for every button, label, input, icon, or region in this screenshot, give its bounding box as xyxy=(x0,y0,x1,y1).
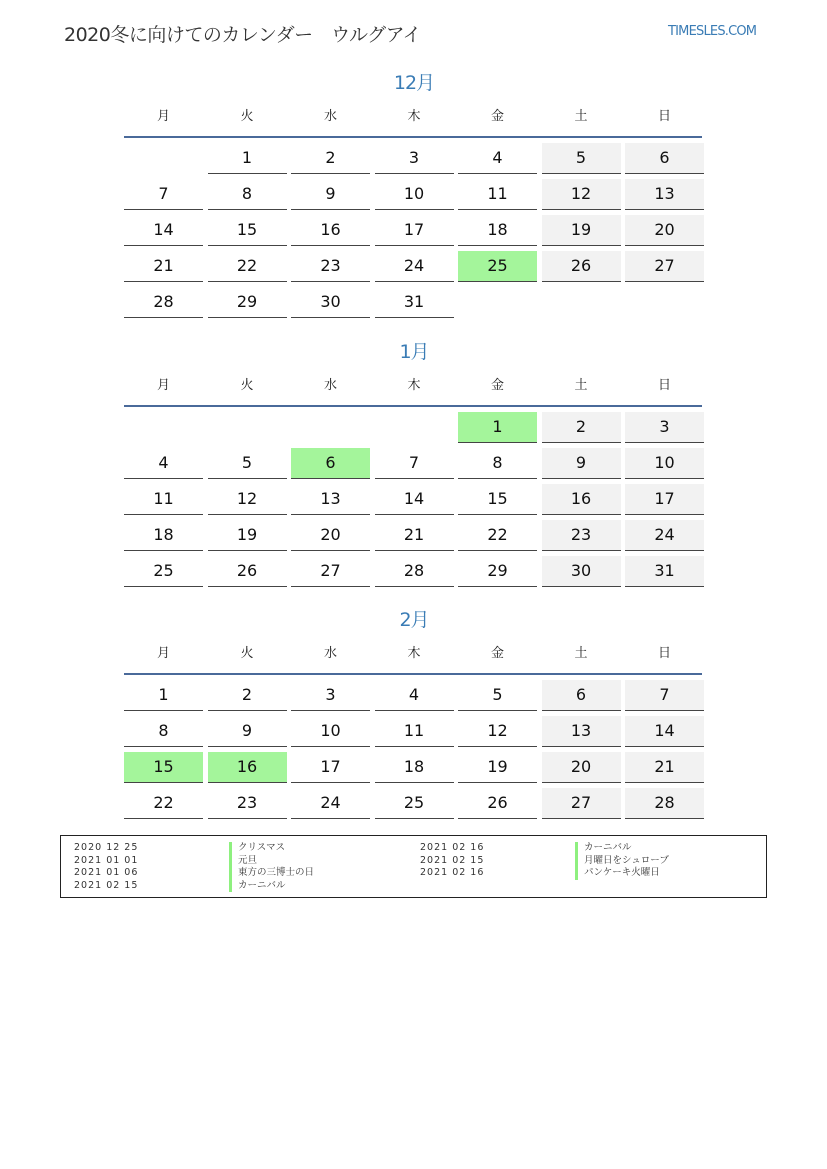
day-cell[interactable]: 13 xyxy=(542,716,621,747)
legend-item xyxy=(74,867,314,880)
weekday-label: 月 xyxy=(156,646,170,661)
weekday-header xyxy=(124,106,704,128)
day-cell[interactable]: 28 xyxy=(124,287,203,318)
day-cell[interactable]: 28 xyxy=(625,788,704,819)
day-cell[interactable]: 1 xyxy=(124,680,203,711)
day-cell[interactable]: 5 xyxy=(208,448,287,479)
day-cell[interactable]: 18 xyxy=(458,215,537,246)
day-cell[interactable]: 6 xyxy=(542,680,621,711)
day-cell[interactable]: 17 xyxy=(625,484,704,515)
week-row xyxy=(124,251,704,282)
holiday-cell[interactable]: 6 xyxy=(291,448,370,479)
holiday-cell[interactable]: 15 xyxy=(124,752,203,783)
weekday-label: 水 xyxy=(323,109,337,124)
day-cell[interactable]: 8 xyxy=(458,448,537,479)
week-row xyxy=(124,680,704,711)
day-cell[interactable]: 29 xyxy=(458,556,537,587)
weekday-label: 金 xyxy=(490,646,504,661)
weekday-label: 土 xyxy=(574,109,588,124)
weekday-label: 火 xyxy=(240,646,254,661)
empty-cell xyxy=(542,287,621,318)
day-cell[interactable]: 23 xyxy=(542,520,621,551)
day-cell[interactable]: 7 xyxy=(375,448,454,479)
day-cell[interactable]: 14 xyxy=(375,484,454,515)
day-cell[interactable]: 4 xyxy=(458,143,537,174)
day-cell[interactable]: 10 xyxy=(625,448,704,479)
empty-cell xyxy=(124,412,203,443)
legend-date: 2021 02 15 xyxy=(74,879,139,891)
holiday-cell[interactable]: 1 xyxy=(458,412,537,443)
week-row xyxy=(124,215,704,246)
day-cell[interactable]: 26 xyxy=(458,788,537,819)
day-cell[interactable]: 9 xyxy=(542,448,621,479)
day-cell[interactable]: 18 xyxy=(124,520,203,551)
page-title: 2020冬に向けてのカレンダー ウルグアイ xyxy=(64,24,421,46)
legend-date: 2021 01 06 xyxy=(74,867,139,878)
day-cell[interactable]: 19 xyxy=(542,215,621,246)
weekday-label: 金 xyxy=(490,378,504,393)
day-cell[interactable]: 3 xyxy=(291,680,370,711)
month-calendar xyxy=(124,339,704,592)
weekday-label: 月 xyxy=(156,109,170,124)
day-cell[interactable]: 7 xyxy=(625,680,704,711)
day-cell[interactable]: 21 xyxy=(124,251,203,282)
day-cell[interactable]: 3 xyxy=(375,143,454,174)
legend-date: 2020 12 25 xyxy=(74,842,139,853)
day-cell[interactable]: 22 xyxy=(124,788,203,819)
day-cell[interactable]: 27 xyxy=(625,251,704,282)
day-cell[interactable]: 17 xyxy=(375,215,454,246)
day-cell[interactable]: 2 xyxy=(291,143,370,174)
day-cell[interactable]: 23 xyxy=(208,788,287,819)
weekday-label: 水 xyxy=(323,646,337,661)
day-cell[interactable]: 31 xyxy=(375,287,454,318)
day-cell[interactable]: 21 xyxy=(375,520,454,551)
day-cell[interactable]: 22 xyxy=(458,520,537,551)
weekday-label: 金 xyxy=(490,109,504,124)
day-cell[interactable]: 12 xyxy=(208,484,287,515)
day-cell[interactable]: 16 xyxy=(542,484,621,515)
legend-holiday-name: 元旦 xyxy=(229,855,257,868)
empty-cell xyxy=(291,412,370,443)
week-row xyxy=(124,287,704,318)
legend-holiday-name: パンケーキ火曜日 xyxy=(575,867,660,880)
weekday-label: 日 xyxy=(657,646,671,661)
day-cell[interactable]: 14 xyxy=(625,716,704,747)
day-cell[interactable]: 5 xyxy=(542,143,621,174)
weekday-label: 土 xyxy=(574,646,588,661)
day-cell[interactable]: 12 xyxy=(458,716,537,747)
holiday-cell[interactable]: 25 xyxy=(458,251,537,282)
day-cell[interactable]: 5 xyxy=(458,680,537,711)
legend-item xyxy=(420,867,669,880)
day-cell[interactable]: 20 xyxy=(542,752,621,783)
week-row xyxy=(124,556,704,587)
day-cell[interactable]: 20 xyxy=(625,215,704,246)
day-cell[interactable]: 4 xyxy=(375,680,454,711)
weekday-label: 火 xyxy=(240,378,254,393)
site-logo[interactable]: TIMESLES.COM xyxy=(668,24,757,39)
legend-item xyxy=(74,842,314,855)
day-cell[interactable]: 27 xyxy=(291,556,370,587)
weekday-header xyxy=(124,643,704,665)
day-cell[interactable]: 10 xyxy=(291,716,370,747)
empty-cell xyxy=(208,412,287,443)
day-cell[interactable]: 2 xyxy=(208,680,287,711)
day-cell[interactable]: 29 xyxy=(208,287,287,318)
day-cell[interactable]: 15 xyxy=(458,484,537,515)
day-cell[interactable]: 13 xyxy=(625,179,704,210)
legend-column-left xyxy=(74,842,314,892)
month-title: 12月 xyxy=(393,72,435,94)
week-row xyxy=(124,716,704,747)
week-row xyxy=(124,520,704,551)
legend-date: 2021 02 16 xyxy=(420,867,485,878)
header-divider xyxy=(124,405,702,407)
day-cell[interactable]: 13 xyxy=(291,484,370,515)
holiday-cell[interactable]: 16 xyxy=(208,752,287,783)
day-cell[interactable]: 4 xyxy=(124,448,203,479)
day-cell[interactable]: 10 xyxy=(375,179,454,210)
week-row xyxy=(124,788,704,819)
weekday-label: 木 xyxy=(407,378,421,393)
header-divider xyxy=(124,673,702,675)
weekday-label: 木 xyxy=(407,646,421,661)
weekday-label: 月 xyxy=(156,378,170,393)
legend-item xyxy=(420,842,669,855)
legend-date: 2021 01 01 xyxy=(74,854,139,866)
legend-holiday-name: 東方の三博士の日 xyxy=(229,867,314,880)
weekday-header xyxy=(124,375,704,397)
legend-item xyxy=(74,880,314,893)
week-row xyxy=(124,484,704,515)
day-cell[interactable]: 8 xyxy=(124,716,203,747)
empty-cell xyxy=(124,143,203,174)
day-cell[interactable]: 6 xyxy=(625,143,704,174)
day-cell[interactable]: 30 xyxy=(291,287,370,318)
day-cell[interactable]: 24 xyxy=(375,251,454,282)
day-cell[interactable]: 11 xyxy=(375,716,454,747)
day-cell[interactable]: 11 xyxy=(458,179,537,210)
weekday-label: 日 xyxy=(657,378,671,393)
day-cell[interactable]: 18 xyxy=(375,752,454,783)
day-cell[interactable]: 16 xyxy=(291,215,370,246)
weekday-label: 土 xyxy=(574,378,588,393)
day-cell[interactable]: 24 xyxy=(291,788,370,819)
day-cell[interactable]: 1 xyxy=(208,143,287,174)
day-cell[interactable]: 19 xyxy=(208,520,287,551)
week-row xyxy=(124,752,704,783)
day-cell[interactable]: 17 xyxy=(291,752,370,783)
day-cell[interactable]: 11 xyxy=(124,484,203,515)
day-cell[interactable]: 19 xyxy=(458,752,537,783)
legend-column-right xyxy=(420,842,669,880)
day-cell[interactable]: 9 xyxy=(291,179,370,210)
day-cell[interactable]: 3 xyxy=(625,412,704,443)
weekday-label: 日 xyxy=(657,109,671,124)
week-row xyxy=(124,448,704,479)
day-cell[interactable]: 25 xyxy=(375,788,454,819)
week-row xyxy=(124,412,704,443)
day-cell[interactable]: 20 xyxy=(291,520,370,551)
holiday-legend xyxy=(60,835,767,898)
legend-holiday-name: カーニバル xyxy=(229,880,286,893)
legend-date: 2021 02 16 xyxy=(420,842,485,853)
legend-holiday-name: 月曜日をシュローブ xyxy=(575,855,669,868)
day-grid xyxy=(124,680,704,819)
week-row xyxy=(124,179,704,210)
month-title: 2月 xyxy=(399,609,429,631)
week-row xyxy=(124,143,704,174)
day-cell[interactable]: 15 xyxy=(208,215,287,246)
month-title: 1月 xyxy=(399,341,429,363)
legend-item xyxy=(420,855,669,868)
empty-cell xyxy=(458,287,537,318)
day-cell[interactable]: 12 xyxy=(542,179,621,210)
day-cell[interactable]: 8 xyxy=(208,179,287,210)
day-cell[interactable]: 24 xyxy=(625,520,704,551)
empty-cell xyxy=(625,287,704,318)
day-grid xyxy=(124,412,704,587)
day-cell[interactable]: 31 xyxy=(625,556,704,587)
legend-date: 2021 02 15 xyxy=(420,854,485,866)
legend-holiday-name: カーニバル xyxy=(575,842,632,855)
weekday-label: 木 xyxy=(407,109,421,124)
day-cell[interactable]: 9 xyxy=(208,716,287,747)
day-cell[interactable]: 26 xyxy=(542,251,621,282)
day-cell[interactable]: 25 xyxy=(124,556,203,587)
day-cell[interactable]: 30 xyxy=(542,556,621,587)
legend-holiday-name: クリスマス xyxy=(229,842,285,855)
month-calendar xyxy=(124,607,704,824)
day-grid xyxy=(124,143,704,318)
day-cell[interactable]: 28 xyxy=(375,556,454,587)
day-cell[interactable]: 27 xyxy=(542,788,621,819)
day-cell[interactable]: 26 xyxy=(208,556,287,587)
month-calendar xyxy=(124,70,704,323)
day-cell[interactable]: 21 xyxy=(625,752,704,783)
empty-cell xyxy=(375,412,454,443)
header-divider xyxy=(124,136,702,138)
weekday-label: 火 xyxy=(240,109,254,124)
weekday-label: 水 xyxy=(323,378,337,393)
day-cell[interactable]: 2 xyxy=(542,412,621,443)
legend-item xyxy=(74,855,314,868)
day-cell[interactable]: 7 xyxy=(124,179,203,210)
day-cell[interactable]: 23 xyxy=(291,251,370,282)
day-cell[interactable]: 22 xyxy=(208,251,287,282)
day-cell[interactable]: 14 xyxy=(124,215,203,246)
